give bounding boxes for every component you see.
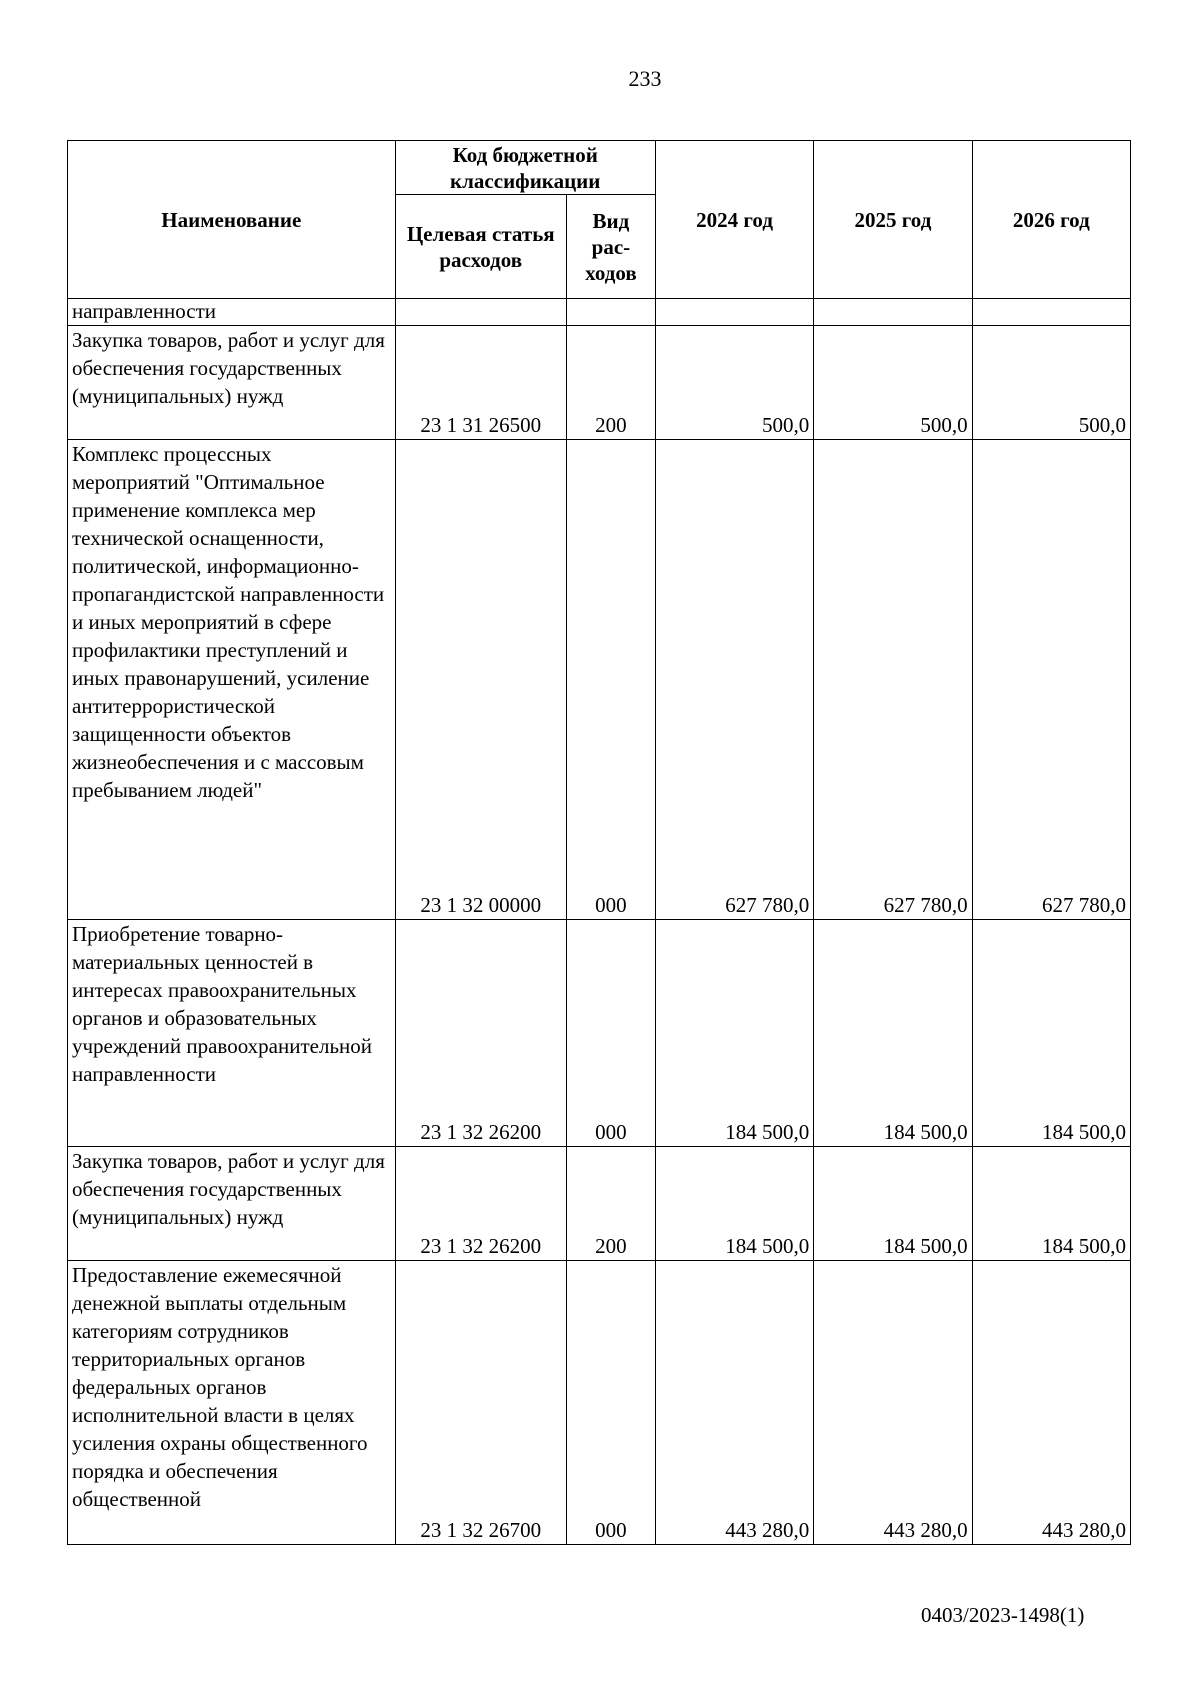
row-target: 23 1 32 26200 [395,1147,566,1261]
row-name: Закупка товаров, работ и услуг для обеспечения государственных (муниципальных) нужд [68,1147,396,1261]
row-2026: 500,0 [972,326,1130,440]
row-name: направленности [68,299,396,326]
row-kind: 000 [566,920,655,1147]
row-name: Комплекс процессных мероприятий "Оптимальное применение комплекса мер технической оснащенности, политической, информационно-пропагандистской направленности и иных мероприятий в сфере профилактики преступлений и иных правонарушений, усиление антитеррористической защищенности объектов жизнеобеспечения и с массовым пребыванием людей" [68,440,396,920]
header-2024: 2024 год [655,141,813,299]
table-row [68,299,1131,326]
row-target [395,299,566,326]
table-row [68,440,1131,920]
header-2026: 2026 год [972,141,1130,299]
row-2025: 184 500,0 [814,1147,972,1261]
row-2026: 627 780,0 [972,440,1130,920]
document-id: 0403/2023-1498(1) [921,1603,1085,1627]
row-target: 23 1 31 26500 [395,326,566,440]
table-row [68,326,1131,440]
row-2025: 443 280,0 [814,1261,972,1545]
row-2025: 500,0 [814,326,972,440]
budget-table [67,140,1131,1545]
row-target: 23 1 32 26700 [395,1261,566,1545]
header-target-article: Целевая статья расходов [395,195,566,299]
page-number: 233 [628,66,662,91]
row-2025: 184 500,0 [814,920,972,1147]
table-row [68,920,1131,1147]
row-2025: 627 780,0 [814,440,972,920]
row-2024: 443 280,0 [655,1261,813,1545]
row-2024: 184 500,0 [655,1147,813,1261]
header-2025: 2025 год [814,141,972,299]
row-2026: 184 500,0 [972,920,1130,1147]
row-kind: 000 [566,1261,655,1545]
table-row [68,1261,1131,1545]
row-target: 23 1 32 00000 [395,440,566,920]
row-name: Закупка товаров, работ и услуг для обеспечения государственных (муниципальных) нужд [68,326,396,440]
header-expense-kind: Вид рас-ходов [566,195,655,299]
row-2025 [814,299,972,326]
row-name: Предоставление ежемесячной денежной выплаты отдельным категориям сотрудников территориальных органов федеральных органов исполнительной власти в целях усиления охраны общественного порядка и обеспечения общественной [68,1261,396,1545]
row-kind: 200 [566,1147,655,1261]
header-name: Наименование [68,141,396,299]
row-2026: 443 280,0 [972,1261,1130,1545]
row-2024: 627 780,0 [655,440,813,920]
row-2024 [655,299,813,326]
row-2024: 500,0 [655,326,813,440]
row-2026 [972,299,1130,326]
row-kind: 000 [566,440,655,920]
row-2026: 184 500,0 [972,1147,1130,1261]
table-row [68,1147,1131,1261]
row-kind [566,299,655,326]
row-target: 23 1 32 26200 [395,920,566,1147]
header-code-group: Код бюджетной классификации [395,141,655,195]
row-name: Приобретение товарно-материальных ценностей в интересах правоохранительных органов и образовательных учреждений правоохранительной направленности [68,920,396,1147]
row-2024: 184 500,0 [655,920,813,1147]
row-kind: 200 [566,326,655,440]
